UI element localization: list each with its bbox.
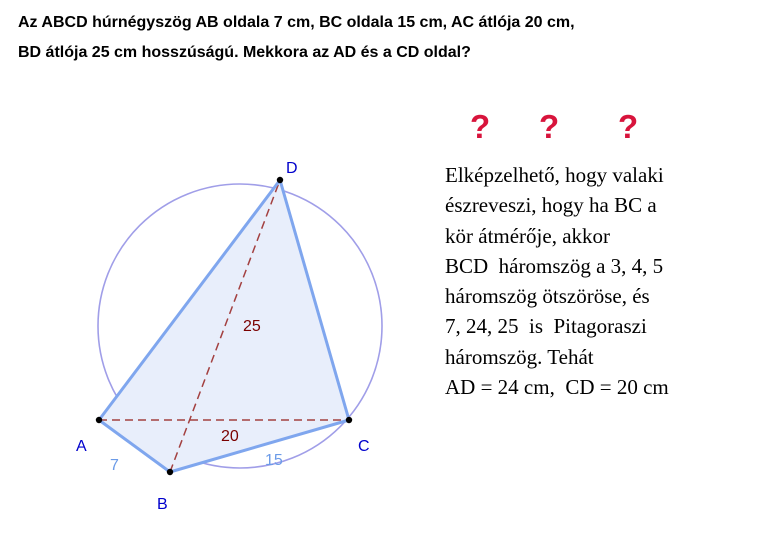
problem-line-1: Az ABCD húrnégyszög AB oldala 7 cm, BC oldala 15 cm, AC átlója 20 cm, (18, 14, 575, 31)
vertex-point-c (346, 417, 352, 423)
vertex-point-b (167, 469, 173, 475)
explanation-line-6: 7, 24, 25 is Pitagoraszi (445, 314, 647, 339)
vertex-label-d: D (286, 160, 298, 177)
length-label-ac: 20 (221, 428, 239, 445)
explanation-line-1: Elképzelhető, hogy valaki (445, 163, 664, 187)
explanation-line-3: kör átmérője, akkor (445, 223, 611, 248)
explanation-line-4: BCD háromszög a 3, 4, 5 (445, 253, 664, 278)
explanation-line-7: háromszög. Tehát (445, 344, 594, 369)
vertex-label-c: C (358, 438, 370, 455)
length-label-bc: 15 (265, 452, 283, 469)
explanation-line-8: AD = 24 cm, CD = 20 cm (445, 375, 669, 400)
question-mark-3: ? (618, 108, 639, 145)
length-label-ab: 7 (110, 457, 119, 474)
problem-line-2: BD átlója 25 cm hosszúságú. Mekkora az AD és a CD oldal? (18, 44, 471, 61)
vertex-point-a (96, 417, 102, 423)
vertex-point-d (277, 177, 283, 183)
vertex-label-a: A (76, 438, 87, 455)
explanation-line-5: háromszög ötszöröse, és (445, 284, 650, 309)
question-mark-1: ? (470, 108, 491, 145)
explanation-line-2: észreveszi, hogy ha BC a (445, 193, 657, 218)
length-label-bd: 25 (243, 318, 261, 335)
vertex-label-b: B (157, 496, 168, 513)
question-mark-2: ? (539, 108, 560, 145)
